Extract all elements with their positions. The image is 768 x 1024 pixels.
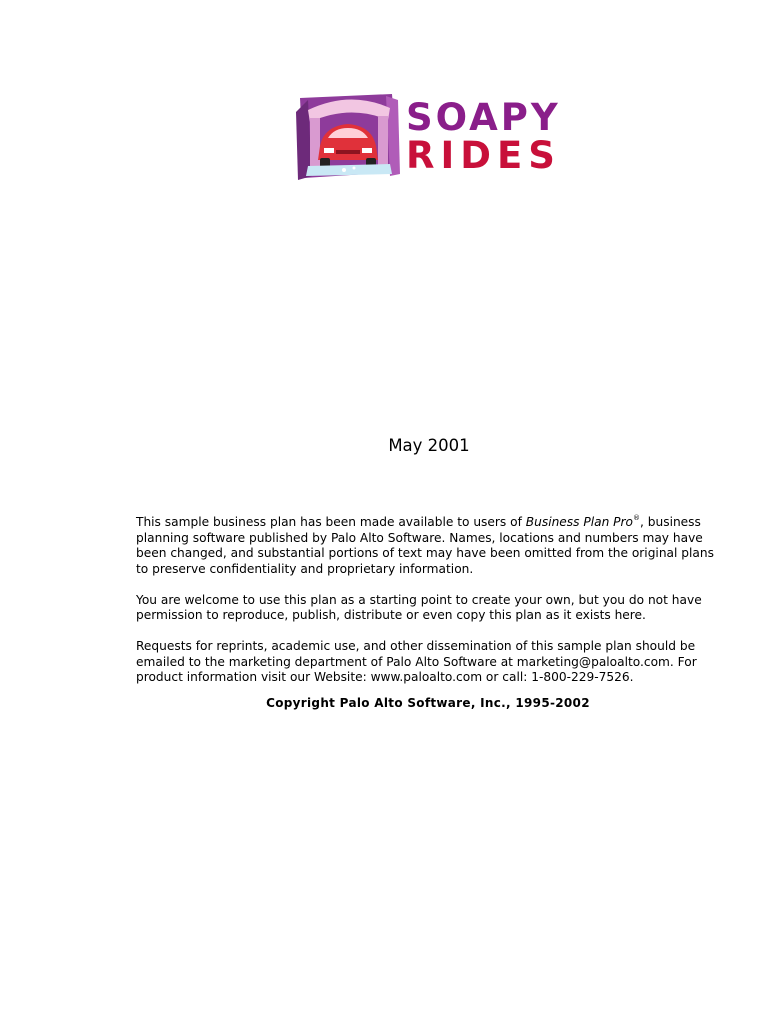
disclaimer-paragraph-3: Requests for reprints, academic use, and other dissemination of this sample plan should be emailed to the marketing department of Palo Alto Software at marketing@paloalto.com. For product information visit our Website: www.paloalto.com or call: 1-800-229-7526. <box>136 639 697 684</box>
p1-after: , business planning software published by Palo Alto Software. Names, locations and numbers may have been changed, and substantial portions of text may have been omitted from the original plans to preserve confidentiality and proprietary information. <box>136 515 714 576</box>
logo-text-soapy: SOAPY <box>406 96 561 139</box>
copyright-notice: Copyright Palo Alto Software, Inc., 1995-2002 <box>266 696 590 710</box>
p1-before: This sample business plan has been made available to users of <box>136 515 526 529</box>
disclaimer-paragraph-1 <box>136 515 720 577</box>
car-wash-icon <box>294 92 402 184</box>
product-name: Business Plan Pro <box>525 515 634 529</box>
disclaimer <box>136 515 720 701</box>
document-date: May 2001 <box>388 436 470 455</box>
disclaimer-paragraph-2: You are welcome to use this plan as a starting point to create your own, but you do not have permission to reproduce, publish, distribute or even copy this plan as it exists here. <box>136 592 702 622</box>
logo <box>294 92 564 184</box>
registered-mark: ® <box>633 514 641 522</box>
logo-text-rides: RIDES <box>406 134 561 177</box>
